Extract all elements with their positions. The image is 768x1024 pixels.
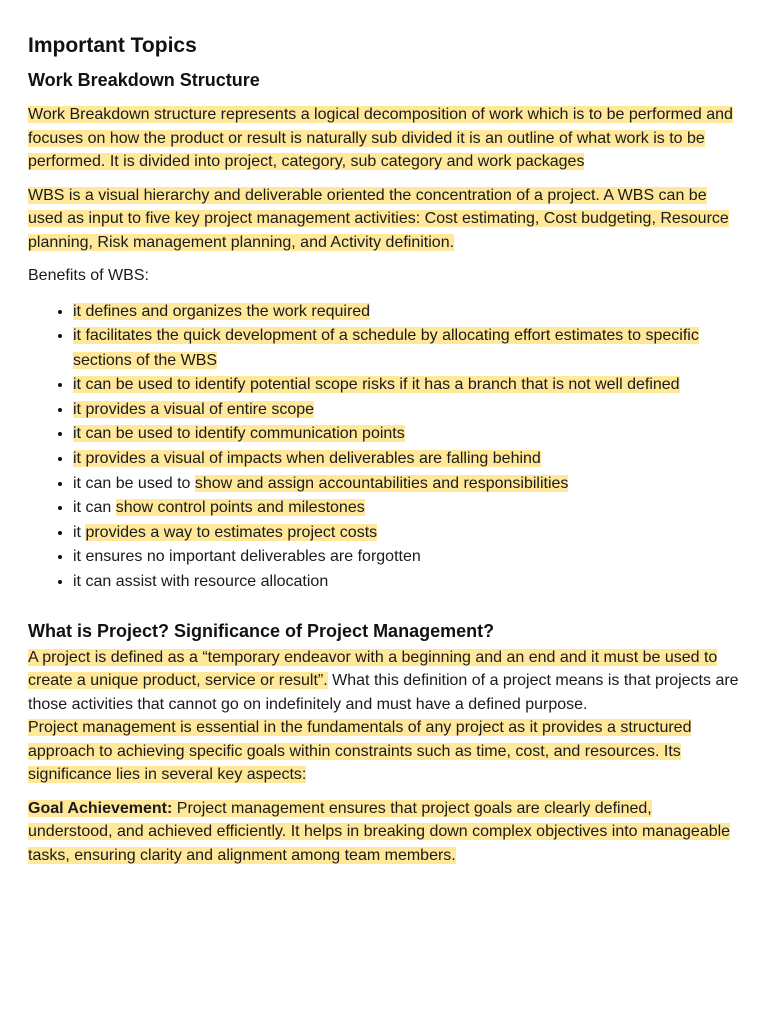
list-item: • it provides a visual of entire scope — [73, 398, 740, 423]
highlighted-text: WBS is a visual hierarchy and deliverable oriented the concentration of a project. A WBS can be used as input to five key project management activities: Cost estimating, Cost budgeting, Resource planning, Risk management planning, and Activity definition. — [28, 186, 729, 251]
goal-paragraph — [28, 797, 740, 868]
highlighted-text: Work Breakdown structure represents a logical decomposition of work which is to be performed and focuses on how the product or result is naturally sub divided it is an outline of what work is to be performed. It is divided into project, category, sub category and work packages — [28, 106, 733, 170]
highlighted-text: A project is defined as a “temporary endeavor with a beginning and an end and it must be used to create a unique product, service or result”. — [28, 648, 718, 690]
benefits-list — [28, 300, 740, 595]
list-item: • it can assist with resource allocation — [73, 570, 740, 595]
goal-label: Goal Achievement: — [28, 799, 173, 817]
list-item: • it can show control points and milestones — [73, 496, 740, 521]
list-item: • it provides a visual of impacts when deliverables are falling behind — [73, 447, 740, 472]
project-paragraph-2 — [28, 716, 740, 787]
list-item: • it defines and organizes the work required — [73, 300, 740, 325]
list-item: • it can be used to identify communication points — [73, 422, 740, 447]
project-paragraph-1: A project is defined as a “temporary endeavor with a beginning and an end and it must be used to create a unique product, service or result”. What this definition of a project means is that projects are those activities that cannot go on indefinitely and must have a defined purpose. — [28, 648, 739, 713]
wbs-heading: Work Breakdown Structure — [28, 70, 260, 90]
list-item: • it facilitates the quick development of a schedule by allocating effort estimates to specific sections of the WBS — [73, 324, 740, 373]
wbs-paragraph-2 — [28, 184, 740, 255]
list-item: • it provides a way to estimates project costs — [73, 521, 740, 546]
highlighted-text: Goal Achievement: Project management ensures that project goals are clearly defined, understood, and achieved efficiently. It helps in breaking down complex objectives into manageable tasks, ensuring clarity and alignment among team members. — [28, 799, 731, 864]
list-item: • it can be used to show and assign accountabilities and responsibilities — [73, 472, 740, 497]
highlighted-text: Project management is essential in the fundamentals of any project as it provides a structured approach to achieving specific goals within constraints such as time, cost, and resources. Its significance lies in several key aspects: — [28, 719, 692, 784]
project-heading: What is Project? Significance of Project Management? — [28, 620, 495, 641]
list-item: • it can be used to identify potential scope risks if it has a branch that is not well defined — [73, 373, 740, 398]
list-item: • it ensures no important deliverables are forgotten — [73, 545, 740, 570]
wbs-paragraph-1 — [28, 103, 740, 174]
benefits-label: Benefits of WBS: — [28, 267, 149, 284]
page-title: Important Topics — [28, 34, 197, 57]
